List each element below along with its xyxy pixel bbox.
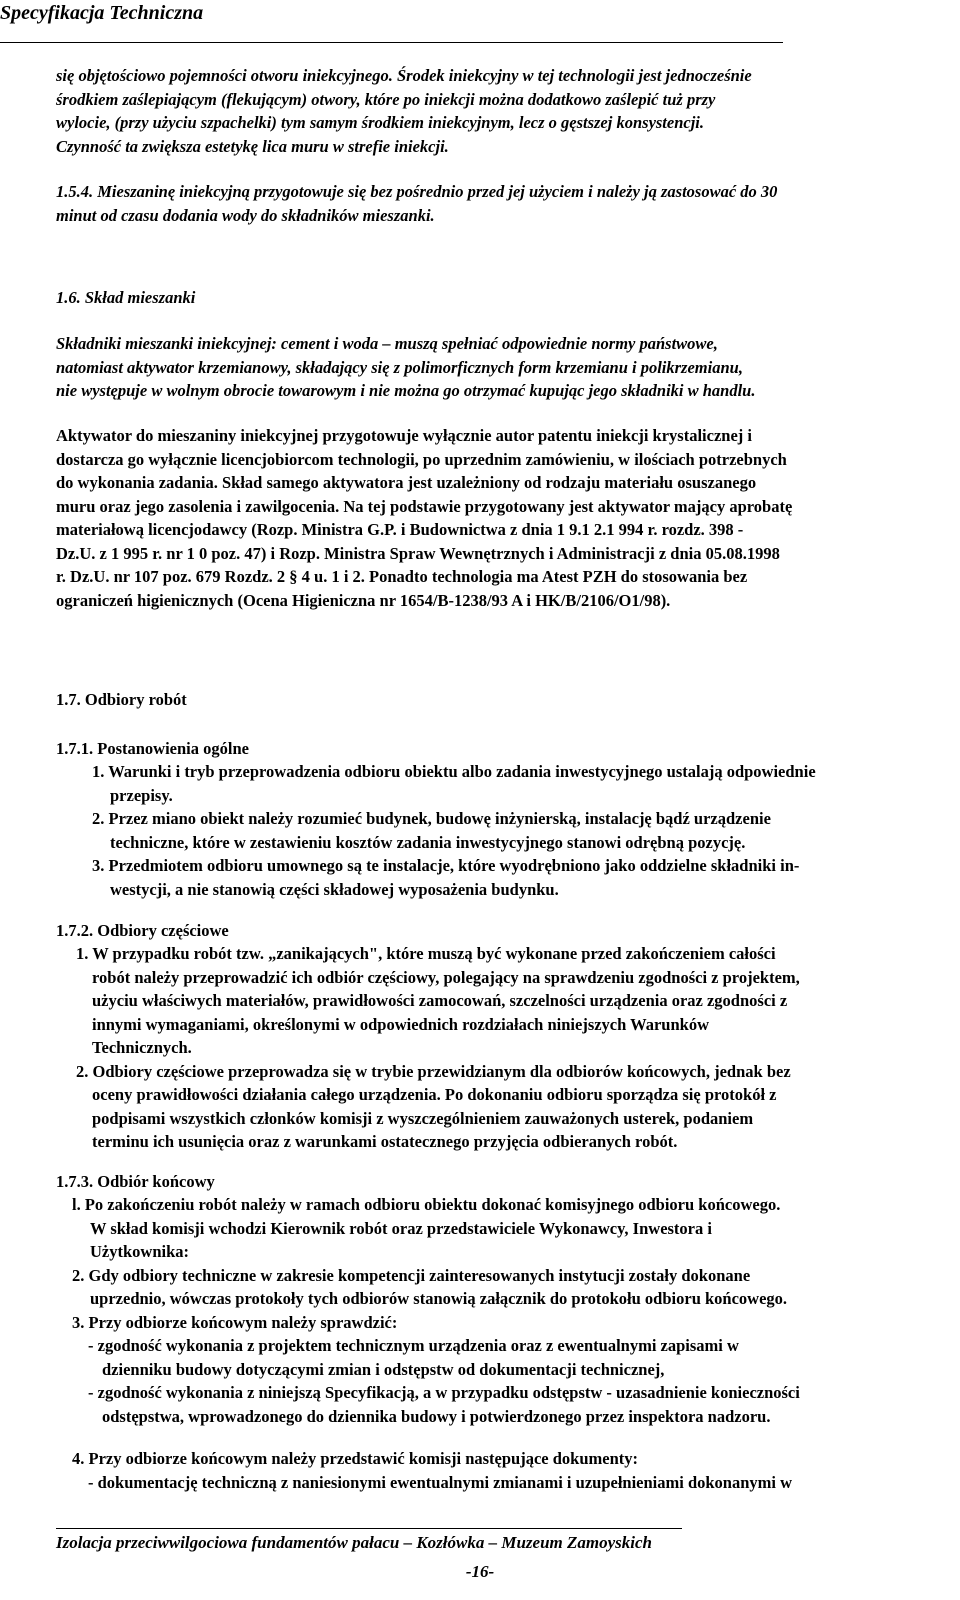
section-1-7-1-heading: 1.7.1. Postanowienia ogólne [56, 739, 249, 758]
list-item-continuation: Użytkownika: [90, 1242, 190, 1261]
list-item: 4. Przy odbiorze końcowym należy przedstawić komisji następujące dokumenty: [72, 1449, 638, 1468]
intro-paragraph [56, 64, 752, 158]
list-item-continuation: robót należy przeprowadzić ich odbiór częściowy, polegający na sprawdzeniu zgodności z projektem, [92, 967, 800, 987]
list-item-continuation: terminu ich usunięcia oraz z warunkami ostatecznego przyjęcia odbieranych robót. [92, 1132, 678, 1151]
list-item: 3. Przedmiotem odbioru umownego są te instalacje, które wyodrębniono jako oddzielne składniki in- [92, 856, 800, 875]
intro-line: Czynność ta zwiększa estetykę lica muru w strefie iniekcji. [56, 136, 449, 156]
list-item-continuation: W skład komisji wchodzi Kierownik robót oraz przedstawiciele Wykonawcy, Inwestora i [90, 1218, 712, 1238]
list-item-continuation: oceny prawidłowości działania całego urządzenia. Po dokonaniu odbioru sporządza się protokół z [92, 1085, 777, 1104]
list-item-continuation: westycji, a nie stanowią części składowej wyposażenia budynku. [110, 879, 559, 899]
dash-item: - zgodność wykonania z projektem technicznym urządzenia oraz z ewentualnymi zapisami w [88, 1336, 739, 1355]
section-1-7-1-list [92, 760, 816, 901]
section-1-6-paragraph-1 [56, 332, 755, 403]
paragraph-line: r. Dz.U. nr 107 poz. 679 Rozdz. 2 § 4 u. 1 i 2. Ponadto technologia ma Atest PZH do stosowania bez [56, 567, 748, 586]
list-item-continuation: uprzednio, wówczas protokoły tych odbiorów stanowią załącznik do protokołu odbioru końcowego. [90, 1289, 788, 1308]
footer-rule [56, 1528, 682, 1529]
document-header-title: Specyfikacja Techniczna [0, 2, 204, 24]
list-item: 3. Przy odbiorze końcowym należy sprawdzić: [72, 1312, 398, 1332]
list-item-continuation: innymi wymaganiami, określonymi w odpowiednich rozdziałach niniejszych Warunków [92, 1014, 709, 1034]
section-1-5-4 [56, 180, 777, 227]
dash-item: - zgodność wykonania z niniejszą Specyfikacją, a w przypadku odstępstw - uzasadnienie konieczności [88, 1383, 800, 1402]
list-item: l. Po zakończeniu robót należy w ramach odbioru obiektu dokonać komisyjnego odbioru końcowego. [72, 1195, 781, 1214]
intro-line: środkiem zaślepiającym (flekującym) otwory, które po iniekcji można dodatkowo zaślepić tuż przy [56, 89, 716, 109]
paragraph-line: natomiast aktywator krzemianowy, składający się z polimorficznych form krzemianu i polikrzemianu, [56, 357, 743, 377]
header-rule [0, 42, 783, 43]
intro-line: się objętościowo pojemności otworu iniekcyjnego. Środek iniekcyjny w tej technologii jest jednocześnie [56, 66, 752, 85]
list-item: 2. Gdy odbiory techniczne w zakresie kompetencji zainteresowanych instytucji zostały dokonane [72, 1265, 751, 1285]
list-item: 2. Przez miano obiekt należy rozumieć budynek, budowę inżynierską, instalację bądź urządzenie [92, 809, 771, 828]
section-1-7-3-heading: 1.7.3. Odbiór końcowy [56, 1172, 215, 1191]
footer-text: Izolacja przeciwwilgociowa fundamentów pałacu – Kozłówka – Muzeum Zamoyskich [56, 1533, 652, 1552]
page-number: -16- [465, 1562, 495, 1581]
section-1-7-2-heading: 1.7.2. Odbiory częściowe [56, 921, 229, 940]
paragraph-line: nie występuje w wolnym obrocie towarowym i nie można go otrzymać kupując jego składniki w handlu. [56, 381, 756, 400]
list-item-continuation: przepisy. [110, 785, 173, 805]
paragraph-line: Składniki mieszanki iniekcyjnej: cement i woda – muszą spełniać odpowiednie normy państwowe, [56, 334, 718, 353]
list-item-continuation: techniczne, które w zestawieniu kosztów zadania inwestycyjnego stanowi odrębną pozycję. [110, 832, 746, 852]
intro-line: wylocie, (przy użyciu szpachelki) tym samym środkiem iniekcyjnym, lecz o gęstszej konsystencji. [56, 113, 705, 132]
section-1-5-4-line: 1.5.4. Mieszaninę iniekcyjną przygotowuje się bez pośrednio przed jej użyciem i należy ją zastosować do 30 [56, 182, 778, 201]
paragraph-line: dostarcza go wyłącznie licencjobiorcom technologii, po uprzednim zamówieniu, w ilościach potrzebnych [56, 449, 787, 469]
dash-item-continuation: dzienniku budowy dotyczącymi zmian i odstępstw od dokumentacji technicznej, [102, 1359, 665, 1379]
paragraph-line: ograniczeń higienicznych (Ocena Higieniczna nr 1654/B-1238/93 A i HK/B/2106/O1/98). [56, 590, 671, 610]
list-item-continuation: Technicznych. [92, 1038, 192, 1057]
paragraph-line: Dz.U. z 1 995 r. nr 1 0 poz. 47) i Rozp. Ministra Spraw Wewnętrznych i Administracji z dnia 05.08.1998 [56, 543, 780, 563]
paragraph-line: materiałową licencjodawcy (Rozp. Ministra G.P. i Budownictwa z dnia 1 9.1 2.1 994 r. rozdz. 398 - [56, 520, 744, 539]
list-item: 1. Warunki i tryb przeprowadzenia odbioru obiektu albo zadania inwestycyjnego ustalają odpowiednie [92, 762, 816, 781]
dash-item: - dokumentację techniczną z naniesionymi ewentualnymi zmianami i uzupełnieniami dokonanymi w [88, 1472, 793, 1492]
list-item: 1. W przypadku robót tzw. „zanikających", które muszą być wykonane przed zakończeniem całości [76, 944, 776, 963]
list-item: 2. Odbiory częściowe przeprowadza się w trybie przewidzianym dla odbiorów końcowych, jednak bez [76, 1061, 791, 1081]
dash-item-continuation: odstępstwa, wprowadzonego do dziennika budowy i potwierdzonego przez inspektora nadzoru. [102, 1406, 771, 1426]
list-item-continuation: użyciu właściwych materiałów, prawidłowości zamocowań, szczelności urządzenia oraz zgodności z [92, 991, 788, 1010]
paragraph-line: do wykonania zadania. Skład samego aktywatora jest uzależniony od rodzaju materiału osuszanego [56, 473, 757, 492]
paragraph-line: Aktywator do mieszaniny iniekcyjnej przygotowuje wyłącznie autor patentu iniekcji krystalicznej i [56, 426, 752, 445]
section-1-7-heading: 1.7. Odbiory robót [56, 690, 187, 709]
section-1-7-3-list [72, 1193, 800, 1428]
section-1-7-2-list [76, 942, 800, 1154]
section-1-7-3-item-4 [72, 1447, 792, 1494]
list-item-continuation: podpisami wszystkich członków komisji z wyszczególnieniem zauważonych usterek, podaniem [92, 1108, 754, 1128]
paragraph-line: muru oraz jego zasolenia i zawilgocenia. Na tej podstawie przygotowany jest aktywator mający aprobatę [56, 496, 793, 516]
section-1-6-paragraph-2 [56, 424, 792, 612]
section-1-6-heading: 1.6. Skład mieszanki [56, 288, 196, 307]
section-1-5-4-line: minut od czasu dodania wody do składników mieszanki. [56, 205, 435, 225]
